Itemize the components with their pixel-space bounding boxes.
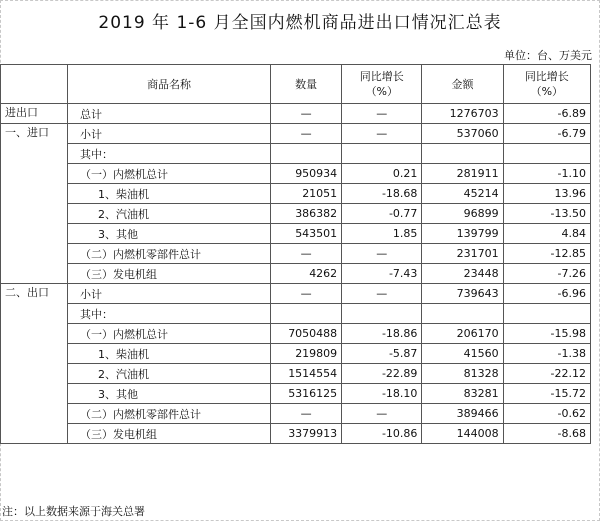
table-row (1, 164, 591, 184)
amount-cell: 144008 (422, 424, 503, 444)
header-name: 商品名称 (68, 65, 271, 104)
amount-cell: 96899 (422, 204, 503, 224)
qty-cell: — (271, 244, 342, 264)
qty-cell (271, 304, 342, 324)
amount-cell: 139799 (422, 224, 503, 244)
amt-yoy-cell: 13.96 (503, 184, 590, 204)
table-row (1, 344, 591, 364)
table-row (1, 404, 591, 424)
qty-yoy-cell: — (342, 104, 422, 124)
header-qty: 数量 (271, 65, 342, 104)
name-cell: 小计 (68, 124, 271, 144)
qty-yoy-cell: -18.86 (342, 324, 422, 344)
header-amt-yoy-line2: （%） (530, 85, 564, 98)
qty-yoy-cell: -10.86 (342, 424, 422, 444)
qty-cell: 950934 (271, 164, 342, 184)
name-cell: 1、柴油机 (68, 184, 271, 204)
amt-yoy-cell: -1.38 (503, 344, 590, 364)
amt-yoy-cell: -1.10 (503, 164, 590, 184)
amt-yoy-cell: 4.84 (503, 224, 590, 244)
table-row (1, 424, 591, 444)
unit-label: 单位：台、万美元 (504, 49, 592, 62)
name-cell: （一）内燃机总计 (68, 164, 271, 184)
qty-cell: 21051 (271, 184, 342, 204)
qty-cell: 1514554 (271, 364, 342, 384)
amt-yoy-cell: -22.12 (503, 364, 590, 384)
amount-cell: 231701 (422, 244, 503, 264)
amount-cell: 739643 (422, 284, 503, 304)
header-qty-yoy-line1: 同比增长 (359, 70, 404, 83)
table-title: 2019 年 1-6 月全国内燃机商品进出口情况汇总表 (98, 13, 502, 33)
qty-yoy-cell: -5.87 (342, 344, 422, 364)
amt-yoy-cell: -0.62 (503, 404, 590, 424)
table-row (1, 144, 591, 164)
qty-cell: — (271, 104, 342, 124)
qty-cell: 543501 (271, 224, 342, 244)
qty-yoy-cell: — (342, 284, 422, 304)
amount-cell: 23448 (422, 264, 503, 284)
qty-yoy-cell: -18.10 (342, 384, 422, 404)
qty-yoy-cell (342, 144, 422, 164)
amount-cell: 45214 (422, 184, 503, 204)
qty-cell: 386382 (271, 204, 342, 224)
header-amt-yoy-line1: 同比增长 (524, 70, 569, 83)
qty-cell (271, 144, 342, 164)
amt-yoy-cell: -12.85 (503, 244, 590, 264)
name-cell: （一）内燃机总计 (68, 324, 271, 344)
qty-yoy-cell: -18.68 (342, 184, 422, 204)
qty-cell: — (271, 284, 342, 304)
table-row (1, 264, 591, 284)
name-cell: 其中： (68, 304, 271, 324)
name-cell: （三）发电机组 (68, 264, 271, 284)
amount-cell: 1276703 (422, 104, 503, 124)
amount-cell: 537060 (422, 124, 503, 144)
table-row (1, 184, 591, 204)
amount-cell: 389466 (422, 404, 503, 424)
amount-cell: 83281 (422, 384, 503, 404)
amt-yoy-cell: -13.50 (503, 204, 590, 224)
qty-cell: 4262 (271, 264, 342, 284)
amt-yoy-cell (503, 144, 590, 164)
qty-yoy-cell: -0.77 (342, 204, 422, 224)
header-qty-yoy-line2: （%） (365, 85, 399, 98)
table-row (1, 364, 591, 384)
amount-cell: 206170 (422, 324, 503, 344)
amt-yoy-cell: -6.79 (503, 124, 590, 144)
table-row (1, 124, 591, 144)
section-cell: 进出口 (1, 104, 68, 124)
amount-cell (422, 144, 503, 164)
table-row (1, 104, 591, 124)
name-cell: 小计 (68, 284, 271, 304)
amt-yoy-cell: -8.68 (503, 424, 590, 444)
table-row (1, 224, 591, 244)
header-amt-yoy (503, 65, 590, 104)
qty-cell: 7050488 (271, 324, 342, 344)
section-cell: 二、出口 (1, 284, 68, 444)
amount-cell: 41560 (422, 344, 503, 364)
amt-yoy-cell: -7.26 (503, 264, 590, 284)
name-cell: 其中： (68, 144, 271, 164)
table-row (1, 204, 591, 224)
qty-cell: 5316125 (271, 384, 342, 404)
name-cell: （二）内燃机零部件总计 (68, 244, 271, 264)
qty-yoy-cell: -7.43 (342, 264, 422, 284)
qty-yoy-cell: — (342, 404, 422, 424)
table-row (1, 324, 591, 344)
table-row (1, 284, 591, 304)
amt-yoy-cell: -15.98 (503, 324, 590, 344)
qty-yoy-cell: — (342, 244, 422, 264)
qty-cell: 219809 (271, 344, 342, 364)
summary-table (0, 64, 591, 444)
table-row (1, 384, 591, 404)
name-cell: 3、其他 (68, 224, 271, 244)
name-cell: 总计 (68, 104, 271, 124)
header-amount: 金额 (422, 65, 503, 104)
amt-yoy-cell: -6.96 (503, 284, 590, 304)
amt-yoy-cell: -6.89 (503, 104, 590, 124)
header-qty-yoy (342, 65, 422, 104)
header-section (1, 65, 68, 104)
amount-cell: 81328 (422, 364, 503, 384)
amt-yoy-cell (503, 304, 590, 324)
qty-cell: — (271, 404, 342, 424)
qty-yoy-cell: — (342, 124, 422, 144)
name-cell: （三）发电机组 (68, 424, 271, 444)
table-body (1, 104, 591, 444)
name-cell: 2、汽油机 (68, 204, 271, 224)
table-row (1, 304, 591, 324)
amount-cell (422, 304, 503, 324)
qty-yoy-cell: -22.89 (342, 364, 422, 384)
amount-cell: 281911 (422, 164, 503, 184)
qty-yoy-cell (342, 304, 422, 324)
section-cell: 一、进口 (1, 124, 68, 284)
name-cell: （二）内燃机零部件总计 (68, 404, 271, 424)
source-note: 注：以上数据来源于海关总署 (2, 505, 145, 518)
qty-yoy-cell: 0.21 (342, 164, 422, 184)
qty-yoy-cell: 1.85 (342, 224, 422, 244)
name-cell: 3、其他 (68, 384, 271, 404)
name-cell: 2、汽油机 (68, 364, 271, 384)
name-cell: 1、柴油机 (68, 344, 271, 364)
table-row (1, 244, 591, 264)
qty-cell: 3379913 (271, 424, 342, 444)
amt-yoy-cell: -15.72 (503, 384, 590, 404)
header-row (1, 65, 591, 104)
qty-cell: — (271, 124, 342, 144)
